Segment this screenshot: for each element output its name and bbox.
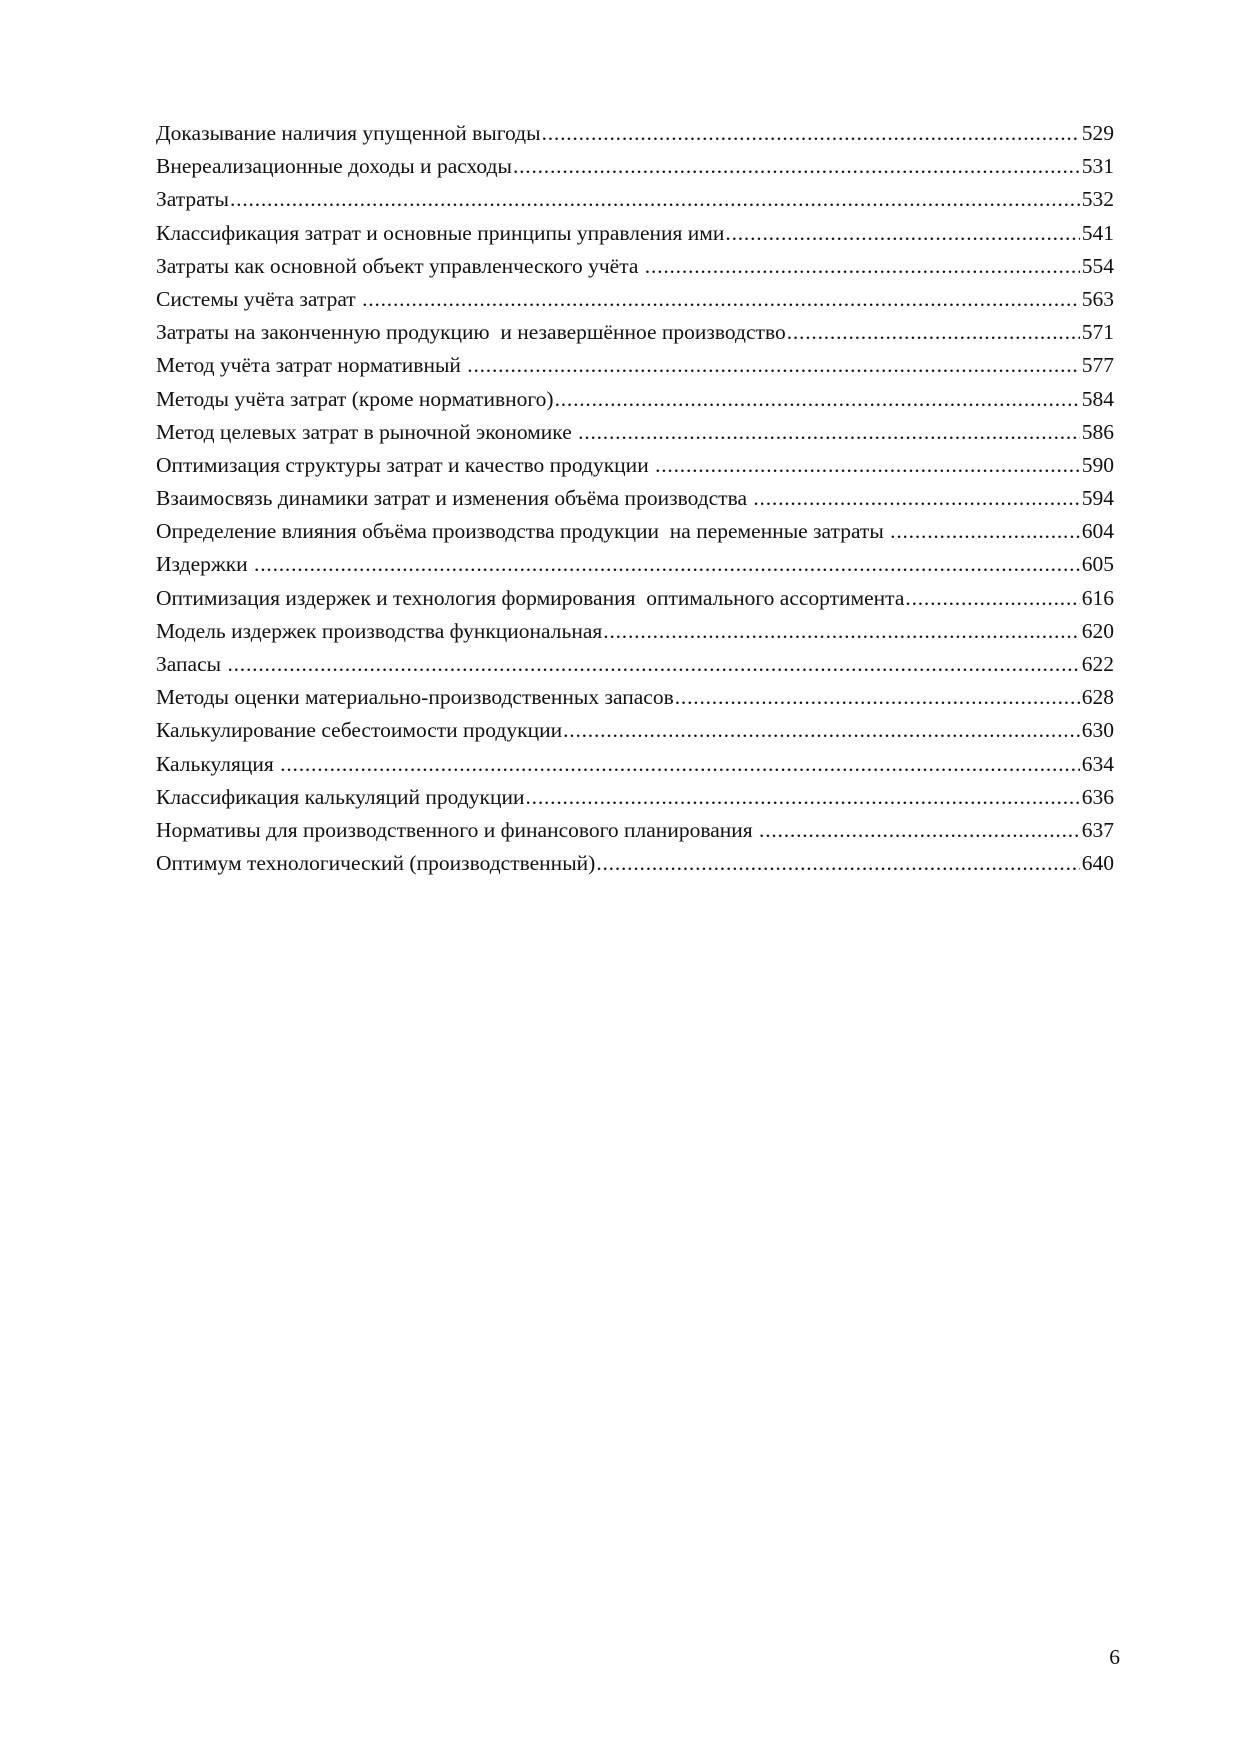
- toc-entry-title: Доказывание наличия упущенной выгоды: [156, 121, 541, 145]
- toc-entry-page: 563: [1081, 286, 1114, 311]
- toc-entry-page: 636: [1081, 784, 1114, 809]
- toc-entry[interactable]: [156, 548, 1114, 581]
- toc-entry[interactable]: [156, 748, 1114, 781]
- toc-entry-page: 590: [1081, 452, 1114, 477]
- toc-entry[interactable]: [156, 449, 1114, 482]
- table-of-contents: [156, 117, 1114, 880]
- toc-entry-title: Издержки: [156, 552, 254, 577]
- toc-entry-page: 594: [1081, 486, 1114, 511]
- toc-dot-leader: [230, 183, 1080, 216]
- toc-entry-page: 605: [1081, 552, 1114, 577]
- toc-dot-leader: [227, 648, 1079, 681]
- toc-dot-leader: [905, 582, 1079, 615]
- toc-entry-title: Определение влияния объёма производства продукции на переменные затраты: [156, 519, 890, 544]
- toc-entry-page: 584: [1081, 386, 1114, 411]
- toc-entry-page: 634: [1081, 751, 1114, 776]
- toc-entry-page: 554: [1081, 253, 1114, 278]
- toc-entry[interactable]: [156, 847, 1114, 880]
- toc-entry-title: Методы оценки материально-производственных запасов: [156, 685, 674, 710]
- toc-dot-leader: [555, 383, 1080, 416]
- toc-entry-page: 616: [1081, 585, 1114, 610]
- toc-entry-page: 628: [1081, 685, 1114, 710]
- toc-entry-page: 577: [1081, 353, 1114, 378]
- toc-entry-title: Оптимум технологический (производственный): [156, 851, 596, 876]
- toc-entry-title: Оптимизация структуры затрат и качество продукции: [156, 452, 655, 477]
- toc-entry-title: Затраты как основной объект управленческого учёта: [156, 253, 644, 278]
- toc-dot-leader: [655, 449, 1080, 482]
- toc-entry-page: 637: [1081, 817, 1114, 842]
- toc-dot-leader: [525, 781, 1079, 814]
- toc-dot-leader: [542, 117, 1080, 150]
- toc-dot-leader: [254, 548, 1080, 581]
- toc-entry[interactable]: [156, 648, 1114, 681]
- toc-dot-leader: [753, 482, 1079, 515]
- toc-dot-leader: [280, 748, 1080, 781]
- toc-entry[interactable]: [156, 515, 1114, 548]
- toc-entry-title: Нормативы для производственного и финансового планирования: [156, 817, 759, 842]
- toc-dot-leader: [578, 416, 1080, 449]
- toc-entry-title: Взаимосвязь динамики затрат и изменения объёма производства: [156, 486, 753, 511]
- toc-entry-title: Запасы: [156, 652, 227, 676]
- toc-dot-leader: [725, 217, 1079, 250]
- toc-entry-title: Классификация затрат и основные принципы управления ими: [156, 220, 725, 245]
- toc-entry-page: 532: [1081, 187, 1114, 212]
- toc-entry-title: Метод учёта затрат нормативный: [156, 353, 467, 378]
- toc-entry[interactable]: [156, 150, 1114, 183]
- toc-dot-leader: [890, 515, 1080, 548]
- toc-entry-page: 604: [1081, 519, 1114, 544]
- toc-entry[interactable]: [156, 781, 1114, 814]
- toc-entry[interactable]: [156, 416, 1114, 449]
- toc-entry-title: Системы учёта затрат: [156, 286, 362, 311]
- toc-entry-title: Оптимизация издержек и технология формирования оптимального ассортимента: [156, 585, 905, 610]
- toc-entry[interactable]: [156, 183, 1114, 216]
- toc-dot-leader: [675, 681, 1080, 714]
- toc-entry-title: Калькулирование себестоимости продукции: [156, 718, 563, 743]
- toc-dot-leader: [759, 814, 1080, 847]
- toc-dot-leader: [787, 316, 1080, 349]
- toc-dot-leader: [563, 714, 1080, 747]
- toc-entry-title: Затраты на законченную продукцию и незавершённое производство: [156, 320, 786, 345]
- toc-entry-title: Модель издержек производства функциональная: [156, 618, 603, 643]
- toc-entry-page: 531: [1081, 154, 1114, 179]
- toc-entry-title: Затраты: [156, 187, 229, 212]
- toc-dot-leader: [596, 847, 1079, 880]
- page-number: 6: [1109, 1645, 1120, 1669]
- toc-entry[interactable]: [156, 117, 1114, 150]
- toc-entry[interactable]: [156, 814, 1114, 847]
- toc-dot-leader: [362, 283, 1080, 316]
- toc-entry[interactable]: [156, 482, 1114, 515]
- toc-entry[interactable]: [156, 316, 1114, 349]
- toc-entry-page: 586: [1081, 419, 1114, 444]
- toc-entry[interactable]: [156, 250, 1114, 283]
- toc-entry[interactable]: [156, 349, 1114, 382]
- toc-dot-leader: [513, 150, 1080, 183]
- toc-entry-page: 541: [1081, 220, 1114, 245]
- toc-entry[interactable]: [156, 681, 1114, 714]
- toc-entry-title: Калькуляция: [156, 751, 280, 776]
- toc-entry-title: Методы учёта затрат (кроме нормативного): [156, 386, 554, 411]
- toc-dot-leader: [603, 615, 1079, 648]
- toc-dot-leader: [645, 250, 1080, 283]
- toc-entry[interactable]: [156, 217, 1114, 250]
- toc-entry-page: 571: [1081, 320, 1114, 345]
- toc-entry[interactable]: [156, 283, 1114, 316]
- toc-entry-page: 622: [1081, 652, 1114, 676]
- toc-entry[interactable]: [156, 582, 1114, 615]
- toc-entry-page: 640: [1081, 851, 1114, 876]
- toc-dot-leader: [467, 349, 1079, 382]
- toc-entry-title: Метод целевых затрат в рыночной экономике: [156, 419, 578, 444]
- toc-entry-page: 620: [1081, 618, 1114, 643]
- toc-entry[interactable]: [156, 714, 1114, 747]
- toc-entry-page: 630: [1081, 718, 1114, 743]
- toc-entry-title: Классификация калькуляций продукции: [156, 784, 525, 809]
- toc-entry[interactable]: [156, 383, 1114, 416]
- toc-entry-title: Внереализационные доходы и расходы: [156, 154, 512, 179]
- toc-entry-page: 529: [1081, 121, 1114, 145]
- toc-entry[interactable]: [156, 615, 1114, 648]
